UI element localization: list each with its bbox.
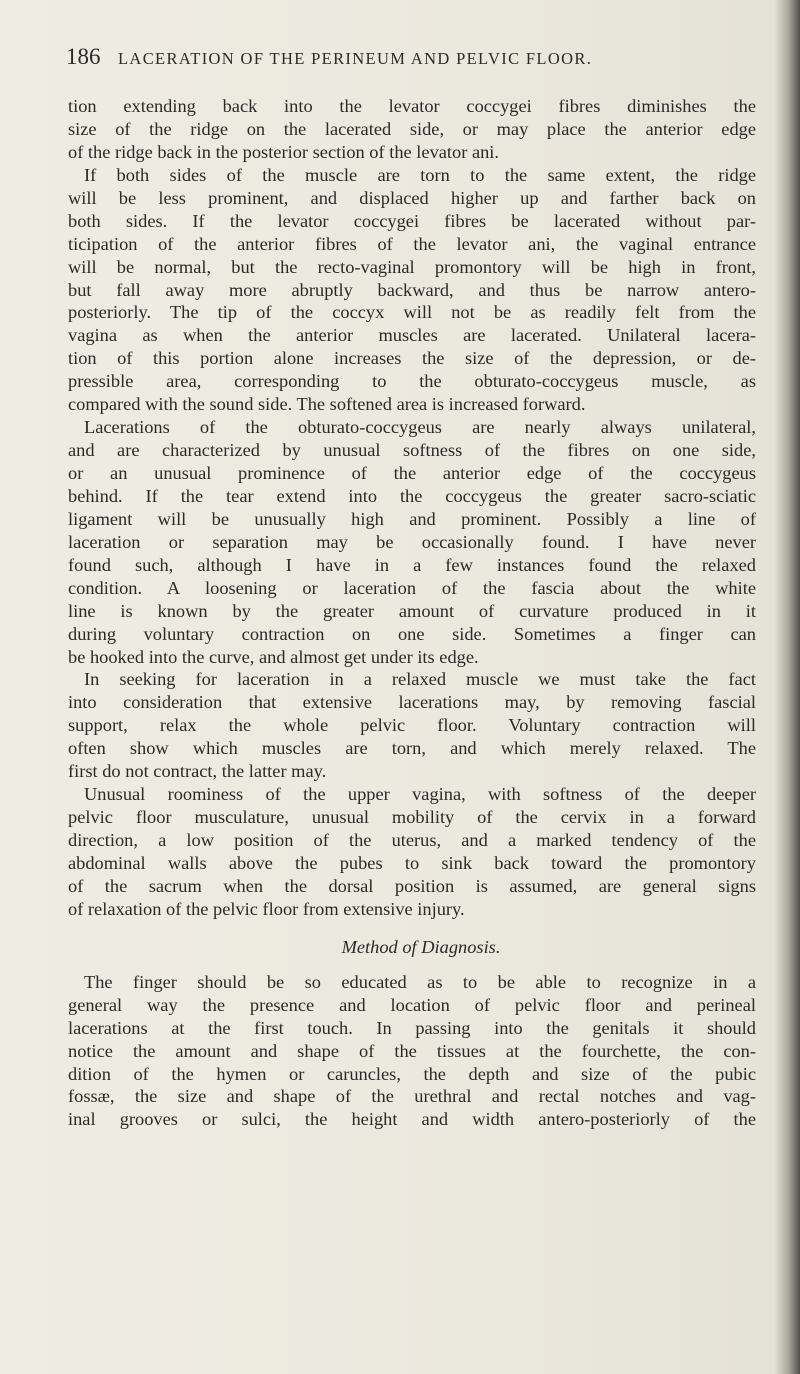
- after-heading-gap: [68, 959, 756, 971]
- text-line: often show which muscles are torn, and which merely relaxed. The: [68, 738, 756, 759]
- text-line: found such, although I have in a few instances found the relaxed: [68, 554, 756, 575]
- text-line: will be less prominent, and displaced higher up and farther back on: [68, 187, 756, 208]
- heading-gap: [68, 921, 756, 935]
- paragraphs: [68, 95, 756, 921]
- text-line: tion of this portion alone increases the size of the depression, or de-: [68, 348, 756, 369]
- text-line: of the ridge back in the posterior section of the levator ani.: [68, 141, 500, 162]
- paragraph: [68, 971, 756, 1132]
- text-line: will be normal, but the recto-vaginal promontory will be high in front,: [68, 256, 756, 277]
- text-line: and are characterized by unusual softness of the fibres on one side,: [68, 440, 756, 461]
- text-line: notice the amount and shape of the tissues at the fourchette, the con-: [68, 1040, 756, 1061]
- paragraph: [68, 416, 756, 668]
- text-line: tion extending back into the levator coccygei fibres diminishes the: [68, 96, 756, 116]
- text-line: support, relax the whole pelvic floor. Voluntary contraction will: [68, 715, 756, 736]
- text-line: laceration or separation may be occasionally found. I have never: [68, 531, 756, 552]
- text-line: behind. If the tear extend into the coccygeus the greater sacro-sciatic: [68, 485, 756, 506]
- text-line: size of the ridge on the lacerated side, or may place the anterior edge: [68, 118, 756, 139]
- text-line: inal grooves or sulci, the height and width antero-posteriorly of the: [68, 1109, 756, 1130]
- text-line: of the sacrum when the dorsal position is assumed, are general signs: [68, 875, 756, 896]
- text-line: ticipation of the anterior fibres of the levator ani, the vaginal entrance: [68, 233, 756, 254]
- text-line: general way the presence and location of pelvic floor and perineal: [68, 994, 756, 1015]
- text-line: or an unusual prominence of the anterior edge of the coccygeus: [68, 463, 756, 483]
- text-line: Lacerations of the obturato-coccygeus are nearly always unilateral,: [84, 417, 756, 438]
- text-line: line is known by the greater amount of curvature produced in it: [68, 600, 756, 621]
- body-text: [68, 95, 756, 1131]
- text-line: both sides. If the levator coccygei fibres be lacerated without par-: [68, 210, 756, 231]
- text-line: If both sides of the muscle are torn to the same extent, the ridge: [84, 164, 756, 185]
- text-line: condition. A loosening or laceration of the fascia about the white: [68, 577, 756, 598]
- text-line: dition of the hymen or caruncles, the depth and size of the pubic: [68, 1063, 756, 1084]
- paragraph: [68, 783, 756, 921]
- text-line: abdominal walls above the pubes to sink back toward the promontory: [68, 852, 756, 873]
- text-line: direction, a low position of the uterus, and a marked tendency of the: [68, 830, 756, 850]
- running-head-title: LACERATION OF THE PERINEUM AND PELVIC FLOOR.: [118, 49, 593, 68]
- text-line: first do not contract, the latter may.: [68, 761, 327, 782]
- final-paragraph: [68, 971, 756, 1132]
- text-line: fossæ, the size and shape of the urethral and rectal notches and vag-: [68, 1086, 756, 1107]
- text-line: but fall away more abruptly backward, and thus be narrow antero-: [68, 279, 756, 300]
- text-line: pelvic floor musculature, unusual mobility of the cervix in a forward: [68, 807, 756, 828]
- text-line: ligament will be unusually high and prominent. Possibly a line of: [68, 508, 756, 529]
- text-line: pressible area, corresponding to the obturato-coccygeus muscle, as: [68, 371, 756, 392]
- text-line: compared with the sound side. The softened area is increased forward.: [68, 394, 586, 415]
- text-line: vagina as when the anterior muscles are lacerated. Unilateral lacera-: [68, 325, 756, 346]
- text-line: The finger should be so educated as to be able to recognize in a: [84, 971, 756, 992]
- paragraph: [68, 95, 756, 164]
- text-line: Unusual roominess of the upper vagina, with softness of the deeper: [84, 784, 756, 805]
- running-head: [66, 44, 766, 78]
- text-line: during voluntary contraction on one side. Sometimes a finger can: [68, 623, 756, 644]
- text-line: posteriorly. The tip of the coccyx will not be as readily felt from the: [68, 302, 756, 323]
- paragraph: [68, 164, 756, 416]
- paragraph: [68, 668, 756, 783]
- text-line: lacerations at the first touch. In passing into the genitals it should: [68, 1017, 756, 1038]
- page-edge-shadow: [774, 0, 800, 1374]
- page-number: 186: [66, 44, 101, 69]
- text-line: into consideration that extensive lacerations may, by removing fascial: [68, 692, 756, 713]
- text-line: be hooked into the curve, and almost get under its edge.: [68, 646, 479, 667]
- text-line: of relaxation of the pelvic floor from extensive injury.: [68, 898, 465, 919]
- text-line: In seeking for laceration in a relaxed muscle we must take the fact: [84, 669, 756, 690]
- section-heading: Method of Diagnosis.: [341, 936, 501, 957]
